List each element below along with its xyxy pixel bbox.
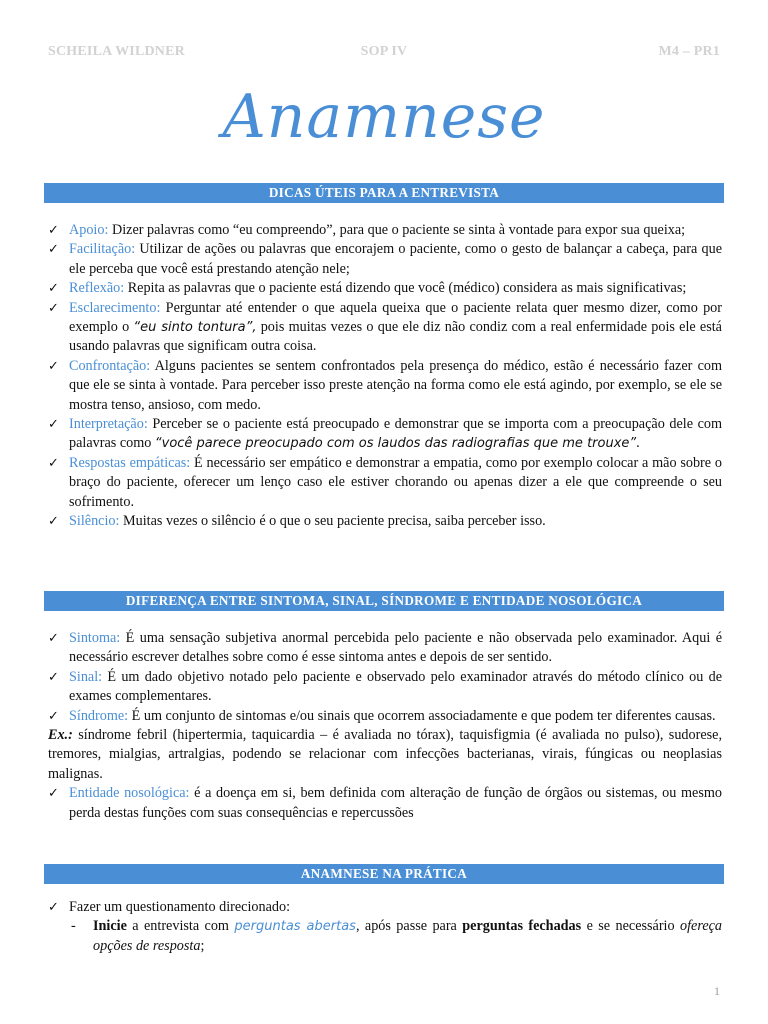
list-item xyxy=(48,784,722,823)
check-icon: ✓ xyxy=(48,300,59,316)
section-pratica xyxy=(48,898,722,956)
sub-text: e se necessário xyxy=(581,918,680,935)
list-item xyxy=(48,357,722,415)
item-term: Sinal: xyxy=(69,668,103,685)
dash-bullet: - xyxy=(71,918,76,935)
item-term: Entidade nosológica: xyxy=(69,785,190,802)
item-text: Alguns pacientes se sentem confrontados pela presença do médico, estão é necessário fazer com que ele se sinta à vontade. Para perceber isso preste atenção na forma como ele está agindo, por exemplo, se ele se mostra tenso, ansioso, com medo. xyxy=(69,357,722,413)
list-item xyxy=(48,415,722,454)
page-title: Anamnese xyxy=(222,82,546,152)
check-icon: ✓ xyxy=(48,631,59,646)
example-paragraph xyxy=(48,726,722,784)
check-icon: ✓ xyxy=(48,708,59,724)
section-heading-dicas: DICAS ÚTEIS PARA A ENTREVISTA xyxy=(44,183,724,203)
list-item xyxy=(48,707,722,726)
check-icon: ✓ xyxy=(48,242,59,258)
item-term: Respostas empáticas: xyxy=(69,454,191,471)
list-item xyxy=(48,221,722,240)
item-text: Perceber se o paciente está preocupado e demonstrar que se importa com a preocupação dele com palavras como xyxy=(69,416,722,452)
item-term: Facilitação: xyxy=(69,241,136,258)
list-item xyxy=(48,240,722,279)
item-term: Confrontação: xyxy=(69,357,151,374)
item-text: É necessário ser empático e demonstrar a empatia, como por exemplo colocar a mão sobre o braço do paciente, oferecer um lenço caso ele estiver chorando ou apenas dizer a ele que compreende o seu sofrimento. xyxy=(69,454,722,510)
section-heading-pratica: ANAMNESE NA PRÁTICA xyxy=(44,864,724,884)
check-icon: ✓ xyxy=(48,223,59,238)
item-text: Utilizar de ações ou palavras que encorajem o paciente, como o gesto de balançar a cabeça, para que ele perceba que você está prestando atenção nele; xyxy=(69,241,722,277)
header-module: M4 – PR1 xyxy=(658,44,720,59)
item-term: Sintoma: xyxy=(69,630,121,646)
item-text: É uma sensação subjetiva anormal percebida pelo paciente e não observada pelo examinador. Aqui é necessário escrever detalhes sobre como é esse sintoma antes e depois de ser sentido. xyxy=(69,630,722,666)
check-icon: ✓ xyxy=(48,900,59,915)
check-icon: ✓ xyxy=(48,281,59,297)
list-item xyxy=(48,668,722,707)
sub-bold: perguntas fechadas xyxy=(462,918,582,935)
check-icon: ✓ xyxy=(48,514,59,530)
check-icon: ✓ xyxy=(48,669,59,685)
sub-italic: ofereça opções de resposta xyxy=(93,918,723,954)
item-text: pois muitas vezes o que ele diz não condiz com a real enfermidade pois ele está usando palavras que significam outra coisa. xyxy=(69,319,722,355)
sub-text: , após passe para xyxy=(355,918,463,935)
list-item xyxy=(48,512,722,531)
check-icon: ✓ xyxy=(48,417,59,433)
item-term: Reflexão: xyxy=(69,280,125,297)
item-text: Repita as palavras que o paciente está dizendo que você (médico) considera as mais significativas; xyxy=(124,280,687,297)
sub-text: a entrevista com xyxy=(126,918,235,935)
list-item xyxy=(48,898,722,917)
list-item xyxy=(48,299,722,357)
item-text: . xyxy=(636,435,640,452)
item-term: Esclarecimento: xyxy=(69,299,161,316)
header-course: SOP IV xyxy=(360,44,408,59)
item-term: Apoio: xyxy=(69,222,109,238)
section-dicas xyxy=(48,221,722,532)
sub-bold: Inicie xyxy=(93,918,127,935)
page-number: 1 xyxy=(714,984,720,998)
check-icon: ✓ xyxy=(48,455,59,471)
sub-text: ; xyxy=(200,937,205,954)
sub-highlight: perguntas abertas xyxy=(234,919,356,935)
check-icon: ✓ xyxy=(48,786,59,802)
item-text: É um conjunto de sintomas e/ou sinais que ocorrem associadamente e que podem ter diferentes causas. xyxy=(128,707,716,724)
sub-list-item xyxy=(48,917,722,956)
example-text: síndrome febril (hipertermia, taquicardia – é avaliada no tórax), taquisfigmia (é avaliada no pulso), sudorese, tremores, mialgias, artralgias, podendo se relacionar com infecções bacterianas, virais, fúngicas ou neoplasias malignas. xyxy=(48,727,722,782)
item-term: Silêncio: xyxy=(69,513,120,530)
item-term: Interpretação: xyxy=(69,416,148,433)
item-text: é a doença em si, bem definida com alteração de função de órgãos ou sistemas, ou mesmo perda destas funções com suas consequências e repercussões xyxy=(69,785,722,821)
list-item xyxy=(48,279,722,298)
item-quote: “eu sinto tontura”, xyxy=(133,320,257,336)
item-text: Perguntar até entender o que aquela queixa que o paciente relata quer mesmo dizer, como por exemplo o xyxy=(69,299,722,336)
example-label: Ex.: xyxy=(48,727,73,744)
list-item xyxy=(48,629,722,668)
check-icon: ✓ xyxy=(48,358,59,374)
item-quote: “você parece preocupado com os laudos das radiografias que me trouxe” xyxy=(154,436,637,452)
item-text: Muitas vezes o silêncio é o que o seu paciente precisa, saiba perceber isso. xyxy=(119,513,546,530)
header-author: SCHEILA WILDNER xyxy=(48,44,185,59)
item-text: Dizer palavras como “eu compreendo”, para que o paciente se sinta à vontade para expor sua queixa; xyxy=(108,222,686,238)
section-diferenca xyxy=(48,629,722,823)
item-text: É um dado objetivo notado pelo paciente e observado pelo examinador através do método clínico ou de exames complementares. xyxy=(69,668,722,705)
section-heading-diferenca: DIFERENÇA ENTRE SINTOMA, SINAL, SÍNDROME E ENTIDADE NOSOLÓGICA xyxy=(44,591,724,611)
item-term: Síndrome: xyxy=(69,707,129,724)
item-text: Fazer um questionamento direcionado: xyxy=(69,899,291,915)
list-item xyxy=(48,454,722,512)
